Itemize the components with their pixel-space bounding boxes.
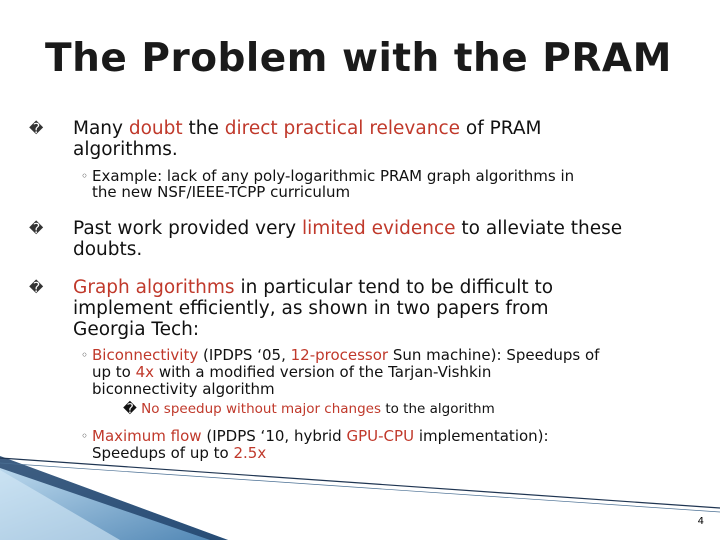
- bullet-icon: �: [123, 401, 137, 417]
- highlight-2-5x: 2.5x: [233, 444, 267, 462]
- sub-bullet-icon: ◦: [81, 169, 89, 183]
- highlight-relevance: direct practical relevance: [224, 118, 460, 139]
- sub-sub-bullet-no-speedup: [123, 402, 495, 417]
- highlight-maximum-flow: Maximum flow: [92, 427, 202, 445]
- sub-bullet-text: (IPDPS ‘05,: [198, 346, 291, 364]
- bullet-2-text: Past work provided very: [73, 218, 302, 239]
- highlight-biconnectivity: Biconnectivity: [92, 346, 199, 364]
- page-number: 4: [697, 516, 704, 527]
- sub-bullet-1: [81, 167, 575, 185]
- sub-bullet-text: up to: [92, 363, 136, 381]
- highlight-4x: 4x: [135, 363, 155, 381]
- highlight-limited-evidence: limited evidence: [301, 218, 456, 239]
- bullet-icon: �: [29, 280, 44, 296]
- sub-sub-bullet-text: to the algorithm: [381, 401, 495, 417]
- sub-bullet-1-text: Example: lack of any poly-logarithmic PRAM graph algorithms in: [92, 167, 575, 185]
- bullet-3-line-3: Georgia Tech:: [73, 319, 200, 340]
- sub-bullet-icon: ◦: [81, 348, 89, 362]
- sub-bullet-1-line-2: the new NSF/IEEE-TCPP curriculum: [92, 183, 351, 201]
- sub-bullet-text: implementation):: [414, 427, 549, 445]
- bullet-3-line-2: implement efficiently, as shown in two papers from: [73, 298, 549, 319]
- sub-bullet-text: with a modified version of the Tarjan-Vishkin: [154, 363, 492, 381]
- bullet-1-line-2: algorithms.: [73, 139, 178, 160]
- bullet-1-text: Many: [73, 118, 129, 139]
- sub-bullet-text: Speedups of up to: [92, 444, 234, 462]
- sub-bullet-biconnectivity: [81, 346, 600, 364]
- bullet-1: [29, 118, 542, 139]
- sub-bullet-maximum-flow-line-2: [92, 445, 266, 461]
- bullet-2: [29, 218, 623, 239]
- sub-bullet-biconnectivity-line-2: [92, 364, 491, 380]
- highlight-gpu-cpu: GPU-CPU: [346, 427, 415, 445]
- highlight-doubt: doubt: [128, 118, 183, 139]
- highlight-no-speedup: No speedup without major changes: [141, 401, 382, 417]
- highlight-graph-algorithms: Graph algorithms: [73, 277, 235, 298]
- bullet-3: [29, 277, 554, 298]
- bullet-1-text: of PRAM: [460, 118, 542, 139]
- sub-bullet-icon: ◦: [81, 429, 89, 443]
- bullet-icon: �: [29, 221, 44, 237]
- bullet-2-text: to alleviate these: [455, 218, 623, 239]
- sub-bullet-maximum-flow: [81, 427, 549, 445]
- bullet-icon: �: [29, 121, 44, 137]
- bullet-1-text: the: [182, 118, 225, 139]
- bullet-3-text: in particular tend to be difficult to: [234, 277, 554, 298]
- sub-bullet-text: (IPDPS ‘10, hybrid: [201, 427, 347, 445]
- slide-title: The Problem with the PRAM: [45, 36, 672, 81]
- highlight-12-processor: 12-processor: [290, 346, 389, 364]
- sub-bullet-biconnectivity-line-3: biconnectivity algorithm: [92, 380, 275, 398]
- sub-bullet-text: Sun machine): Speedups of: [388, 346, 600, 364]
- bullet-2-line-2: doubts.: [73, 239, 143, 260]
